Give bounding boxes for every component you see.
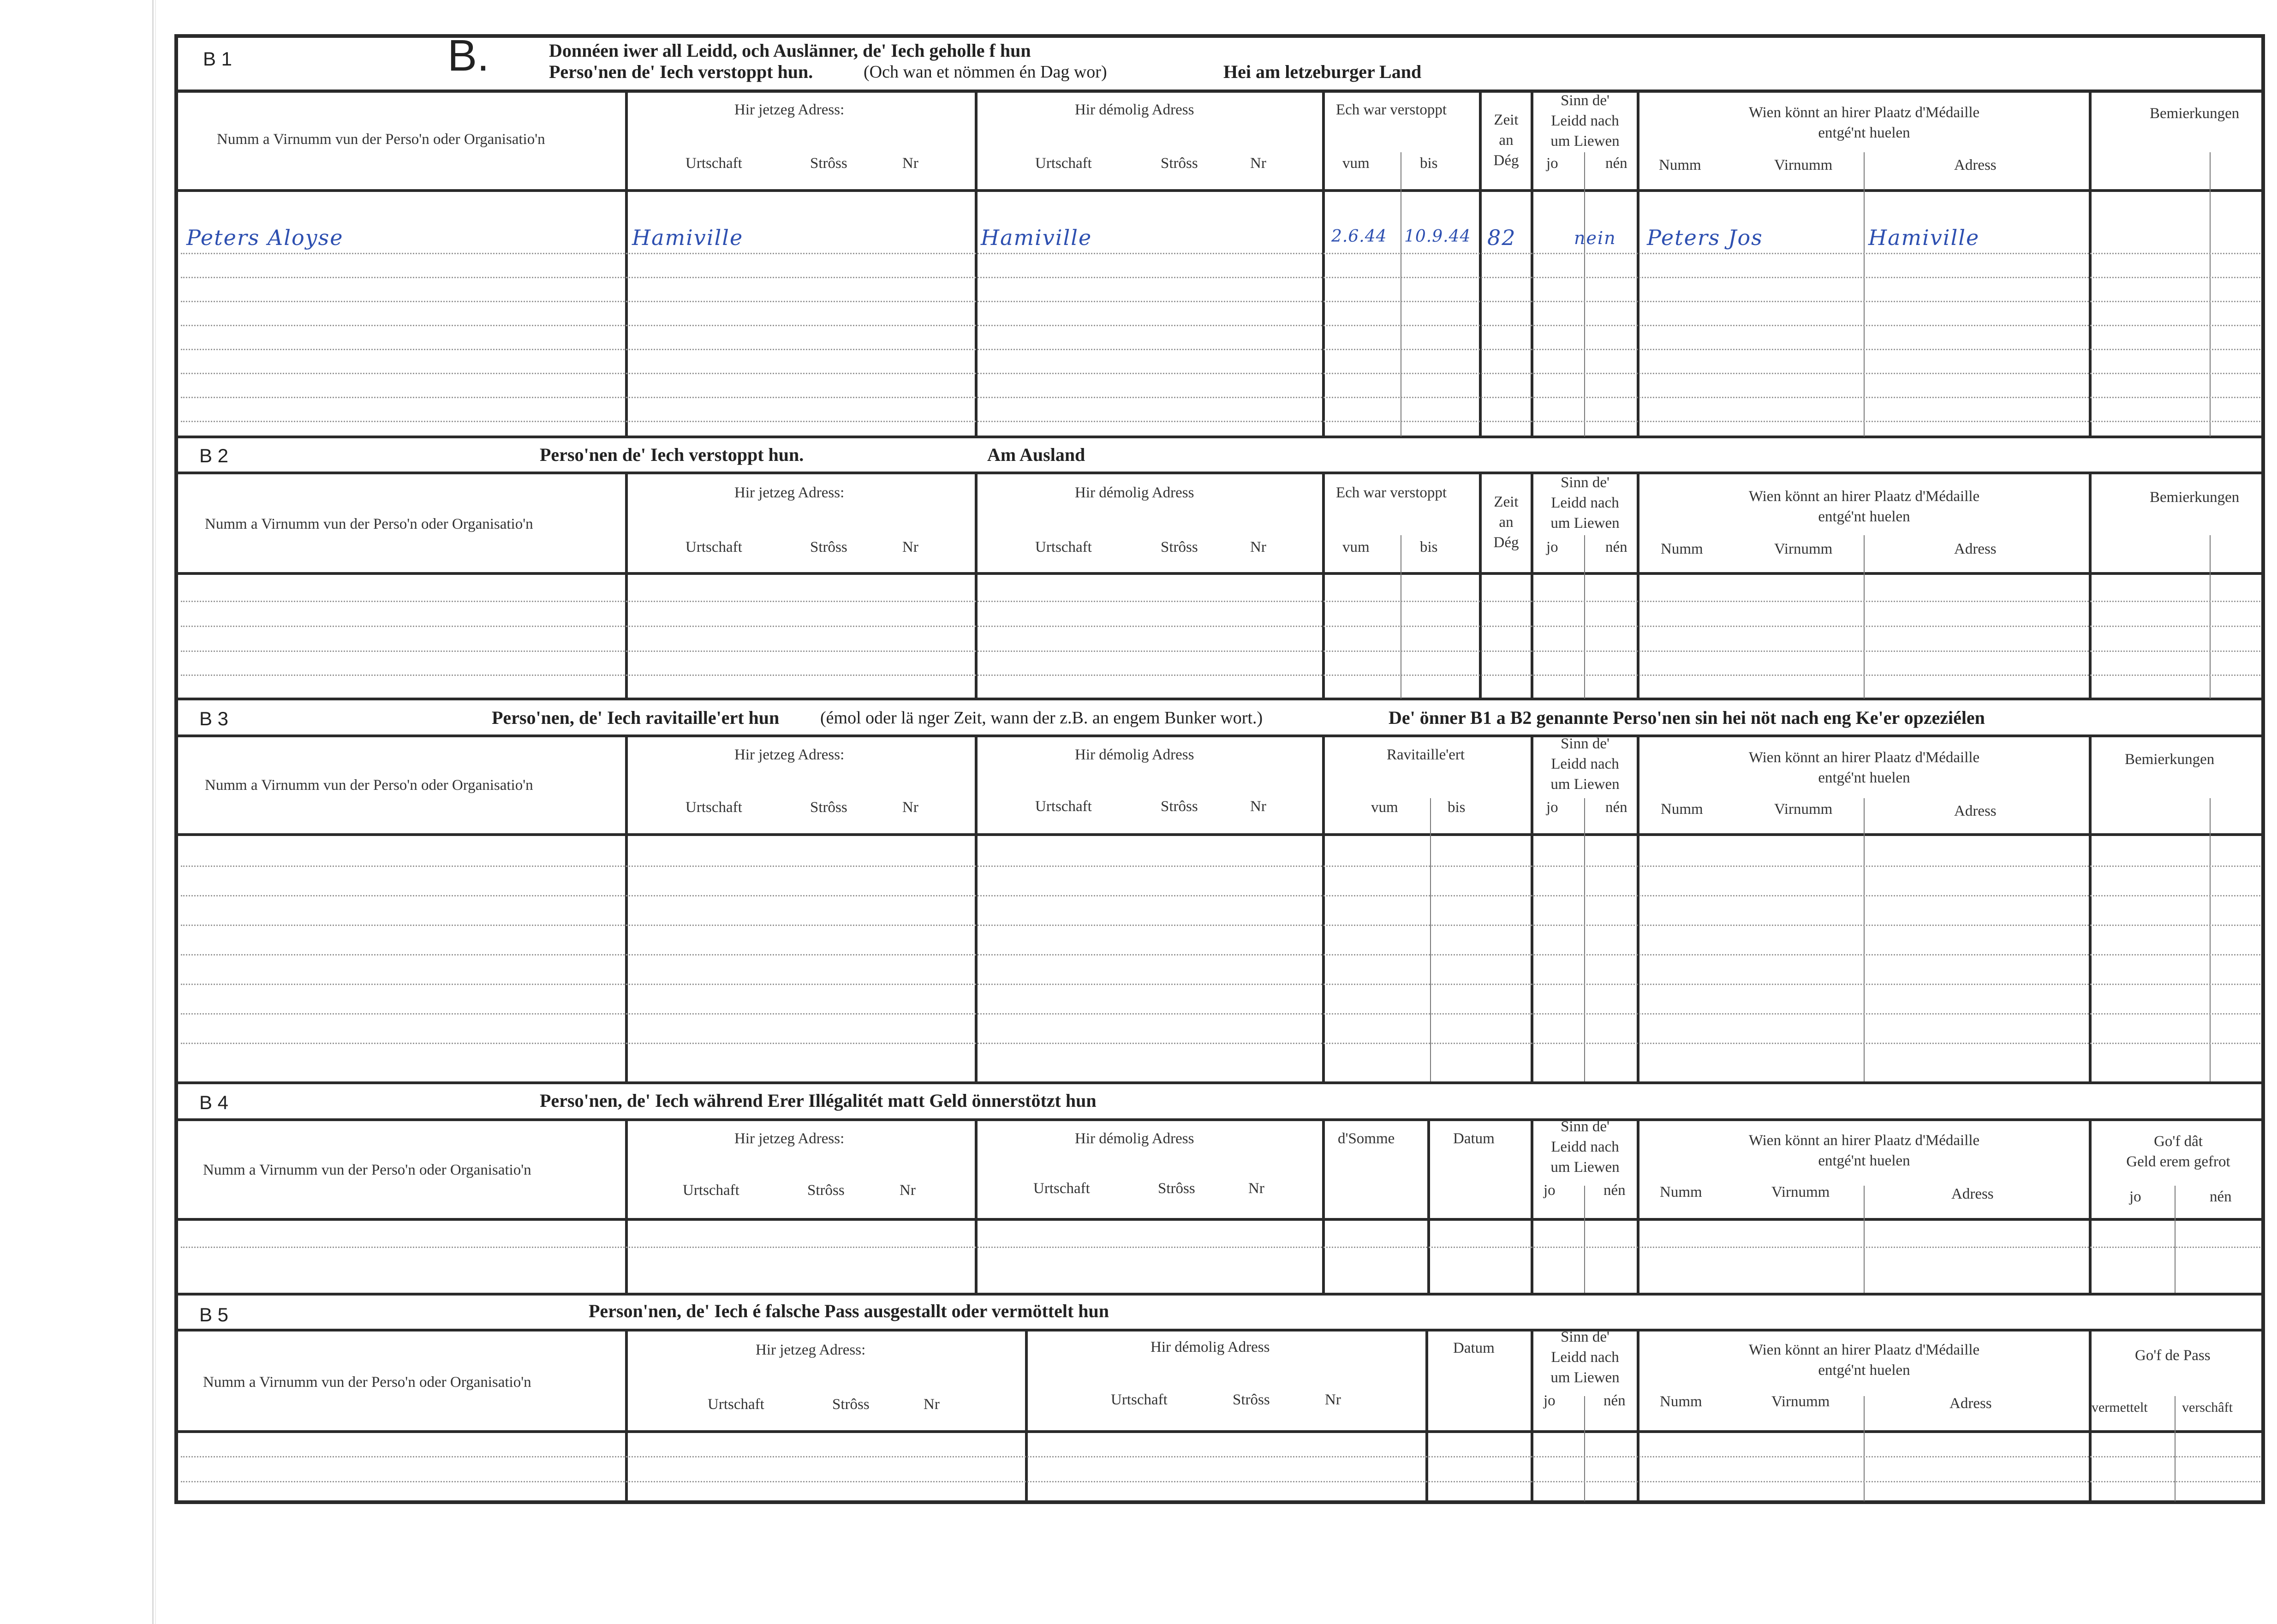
b4-current-address-header: Hir jetzeg Adress: <box>734 1130 845 1147</box>
b1-entry-medal-address: Hamiville <box>1868 225 1980 250</box>
b5-adress: Adress <box>1949 1395 1992 1412</box>
b2-hidden-header: Ech war verstoppt <box>1336 484 1447 501</box>
b3-alive-header: Sinn de' Leidd nach um Liewen <box>1550 735 1620 793</box>
b1-title-note: (Och wan et nömmen én Dag wor) <box>864 62 1107 82</box>
b3-nen: nén <box>1605 799 1627 816</box>
b4-datum-header: Datum <box>1453 1130 1495 1147</box>
b2-title: Perso'nen de' Iech verstoppt hun. <box>540 444 804 465</box>
b2-former-urtschaft: Urtschaft <box>1035 539 1092 555</box>
b5-datum-header: Datum <box>1453 1340 1495 1356</box>
b2-vum: vum <box>1342 539 1370 555</box>
b2-stross: Strôss <box>810 539 847 555</box>
b3-jo: jo <box>1546 799 1558 816</box>
b1-entry-medal-name: Peters Jos <box>1647 225 1763 250</box>
b5-jo: jo <box>1544 1392 1556 1409</box>
b2-virnumm: Virnumm <box>1774 541 1833 557</box>
b1-alive-header: Sinn de' Leidd nach um Liewen <box>1550 92 1620 149</box>
b3-title-divider <box>174 734 2265 737</box>
b1-entry-from: 2.6.44 <box>1331 227 1387 246</box>
b5-verschaft: verschâft <box>2182 1400 2233 1415</box>
b4-former-urtschaft: Urtschaft <box>1033 1180 1090 1197</box>
b5-virnumm: Virnumm <box>1771 1393 1830 1410</box>
b2-former-address-header: Hir démolig Adress <box>1075 484 1194 501</box>
b3-former-urtschaft: Urtschaft <box>1035 798 1092 815</box>
b5-former-address-header: Hir démolig Adress <box>1150 1339 1270 1355</box>
b4-stross: Strôss <box>807 1182 845 1199</box>
b4-virnumm: Virnumm <box>1771 1184 1830 1200</box>
b5-pass-header: Go'f de Pass <box>2135 1347 2211 1364</box>
b1-remarks-header: Bemierkungen <box>2150 105 2240 122</box>
b4-money-nen: nén <box>2210 1188 2232 1205</box>
section-letter: B. <box>447 31 489 80</box>
b4-nen: nén <box>1603 1182 1626 1199</box>
b3-former-address-header: Hir démolig Adress <box>1075 746 1194 763</box>
b4-title: Perso'nen, de' Iech während Erer Illégalitét matt Geld önnerstötzt hun <box>540 1090 1097 1111</box>
b1-title-line2: Perso'nen de' Iech verstoppt hun. <box>549 61 813 82</box>
b4-name-header: Numm a Virnumm vun der Perso'n oder Organisatio'n <box>203 1162 531 1178</box>
b3-urtschaft: Urtschaft <box>685 799 742 816</box>
b5-former-stross: Strôss <box>1233 1391 1270 1408</box>
b3-header-divider <box>174 833 2265 836</box>
b1-medal-header: Wien könnt an hirer Plaatz d'Médaille entgé'nt huelen <box>1748 104 1980 141</box>
b3-current-address-header: Hir jetzeg Adress: <box>734 746 845 763</box>
b1-former-stross: Strôss <box>1161 155 1198 172</box>
b5-former-nr: Nr <box>1325 1391 1341 1408</box>
b3-name-header: Numm a Virnumm vun der Perso'n oder Organisatio'n <box>205 777 533 794</box>
b1-entry-days: 82 <box>1487 225 1516 250</box>
b1-bis: bis <box>1420 155 1438 172</box>
b4-former-address-header: Hir démolig Adress <box>1075 1130 1194 1147</box>
b1-current-address-header: Hir jetzeg Adress: <box>734 102 845 118</box>
b5-stross: Strôss <box>832 1396 870 1413</box>
b5-former-urtschaft: Urtschaft <box>1111 1391 1168 1408</box>
b2-name-header: Numm a Virnumm vun der Perso'n oder Organisatio'n <box>205 516 533 532</box>
b1-hidden-header: Ech war verstoppt <box>1336 102 1447 118</box>
b2-current-address-header: Hir jetzeg Adress: <box>734 484 845 501</box>
b1-jo: jo <box>1546 155 1558 172</box>
b1-virnumm: Virnumm <box>1774 157 1833 173</box>
b1-name-header: Numm a Virnumm vun der Perso'n oder Organisatio'n <box>217 131 545 148</box>
b2-days-header: Zeit an Dég <box>1493 494 1519 551</box>
b2-code: B 2 <box>199 445 229 466</box>
b2-title-divider <box>174 472 2265 474</box>
b4-numm: Numm <box>1660 1184 1702 1200</box>
b3-remarks-header: Bemierkungen <box>2125 751 2215 768</box>
b3-code: B 3 <box>199 708 229 729</box>
b3-extra: De' önner B1 a B2 genannte Perso'nen sin hei nöt nach eng Ke'er opzeziélen <box>1389 707 1985 728</box>
b1-days-header: Zeit an Dég <box>1493 112 1519 169</box>
b5-alive-header: Sinn de' Leidd nach um Liewen <box>1550 1329 1620 1386</box>
b2-former-nr: Nr <box>1250 539 1266 555</box>
b3-note: (émol oder lä nger Zeit, wann der z.B. an engem Bunker wort.) <box>820 708 1263 728</box>
b4-money-jo: jo <box>2129 1188 2141 1205</box>
b4-alive-header: Sinn de' Leidd nach um Liewen <box>1550 1118 1620 1176</box>
b5-nr: Nr <box>924 1396 940 1413</box>
b2-medal-header: Wien könnt an hirer Plaatz d'Médaille entgé'nt huelen <box>1748 488 1980 525</box>
b5-title: Person'nen, de' Iech é falsche Pass ausgestallt oder vermöttelt hun <box>589 1301 1109 1321</box>
b1-header-divider <box>174 189 2265 192</box>
b1-title-divider <box>174 90 2265 93</box>
b1-adress: Adress <box>1954 157 1997 173</box>
b5-header-divider <box>174 1430 2265 1433</box>
b2-jo: jo <box>1546 539 1558 555</box>
page-fold-shadow <box>155 0 156 1624</box>
b3-vum: vum <box>1371 799 1398 816</box>
b2-region: Am Ausland <box>987 444 1085 465</box>
b3-title: Perso'nen, de' Iech ravitaille'ert hun <box>492 707 780 728</box>
b4-nr: Nr <box>900 1182 916 1199</box>
b3-nr: Nr <box>902 799 918 816</box>
b4-medal-header: Wien könnt an hirer Plaatz d'Médaille entgé'nt huelen <box>1748 1132 1980 1169</box>
b4-former-nr: Nr <box>1248 1180 1264 1197</box>
b3-former-stross: Strôss <box>1161 798 1198 815</box>
b1-entry-to: 10.9.44 <box>1404 227 1471 246</box>
b1-numm: Numm <box>1659 157 1701 173</box>
b4-somme-header: d'Somme <box>1338 1130 1395 1147</box>
b1-code: B 1 <box>203 48 232 70</box>
b2-numm: Numm <box>1661 541 1703 557</box>
b4-top-divider <box>174 1081 2265 1084</box>
b3-top-divider <box>174 698 2265 700</box>
b5-vermettelt: vermettelt <box>2092 1400 2148 1415</box>
b1-nr: Nr <box>902 155 918 172</box>
b3-medal-header: Wien könnt an hirer Plaatz d'Médaille entgé'nt huelen <box>1748 749 1980 786</box>
b2-remarks-header: Bemierkungen <box>2150 489 2240 506</box>
b5-nen: nén <box>1603 1392 1626 1409</box>
page-fold <box>152 0 154 1624</box>
b3-virnumm: Virnumm <box>1774 801 1833 818</box>
b2-bis: bis <box>1420 539 1438 555</box>
b4-code: B 4 <box>199 1092 229 1113</box>
b1-entry-current-town: Hamiville <box>632 225 744 250</box>
b4-money-header: Go'f dât Geld erem gefrot <box>2126 1133 2230 1170</box>
b3-bis: bis <box>1448 799 1466 816</box>
b5-top-divider <box>174 1293 2265 1296</box>
b2-former-stross: Strôss <box>1161 539 1198 555</box>
b1-urtschaft: Urtschaft <box>685 155 742 172</box>
b3-adress: Adress <box>1954 803 1997 819</box>
b1-entry-name: Peters Aloyse <box>186 225 344 250</box>
b5-code: B 5 <box>199 1304 229 1325</box>
b3-former-nr: Nr <box>1250 798 1266 815</box>
b1-vum: vum <box>1342 155 1370 172</box>
b5-title-divider <box>174 1329 2265 1331</box>
b1-former-urtschaft: Urtschaft <box>1035 155 1092 172</box>
b1-title-line1: Donnéen iwer all Leidd, och Auslänner, de' Iech geholle f hun <box>549 40 1031 61</box>
b4-former-stross: Strôss <box>1158 1180 1195 1197</box>
b3-stross: Strôss <box>810 799 847 816</box>
b2-adress: Adress <box>1954 541 1997 557</box>
b2-header-divider <box>174 572 2265 575</box>
b4-title-divider <box>174 1118 2265 1121</box>
b4-adress: Adress <box>1951 1186 1994 1202</box>
b1-nen: nén <box>1605 155 1627 172</box>
b1-title-region: Hei am letzeburger Land <box>1223 61 1422 82</box>
b4-header-divider <box>174 1218 2265 1221</box>
b2-nen: nén <box>1605 539 1627 555</box>
b1-entry-former-town: Hamiville <box>981 225 1092 250</box>
b4-urtschaft: Urtschaft <box>683 1182 739 1199</box>
b1-former-nr: Nr <box>1250 155 1266 172</box>
b2-alive-header: Sinn de' Leidd nach um Liewen <box>1550 474 1620 531</box>
b1-former-address-header: Hir démolig Adress <box>1075 102 1194 118</box>
b5-current-address-header: Hir jetzeg Adress: <box>756 1342 866 1358</box>
b2-nr: Nr <box>902 539 918 555</box>
b5-numm: Numm <box>1660 1393 1702 1410</box>
b2-top-divider <box>174 436 2265 438</box>
b3-ravitaille-header: Ravitaille'ert <box>1387 746 1465 763</box>
b2-urtschaft: Urtschaft <box>685 539 742 555</box>
b5-urtschaft: Urtschaft <box>708 1396 764 1413</box>
b5-name-header: Numm a Virnumm vun der Perso'n oder Organisatio'n <box>203 1374 531 1391</box>
b1-stross: Strôss <box>810 155 847 172</box>
b3-numm: Numm <box>1661 801 1703 818</box>
b1-entry-alive-no: nein <box>1574 228 1616 248</box>
b5-medal-header: Wien könnt an hirer Plaatz d'Médaille entgé'nt huelen <box>1748 1342 1980 1379</box>
b4-jo: jo <box>1544 1182 1556 1199</box>
